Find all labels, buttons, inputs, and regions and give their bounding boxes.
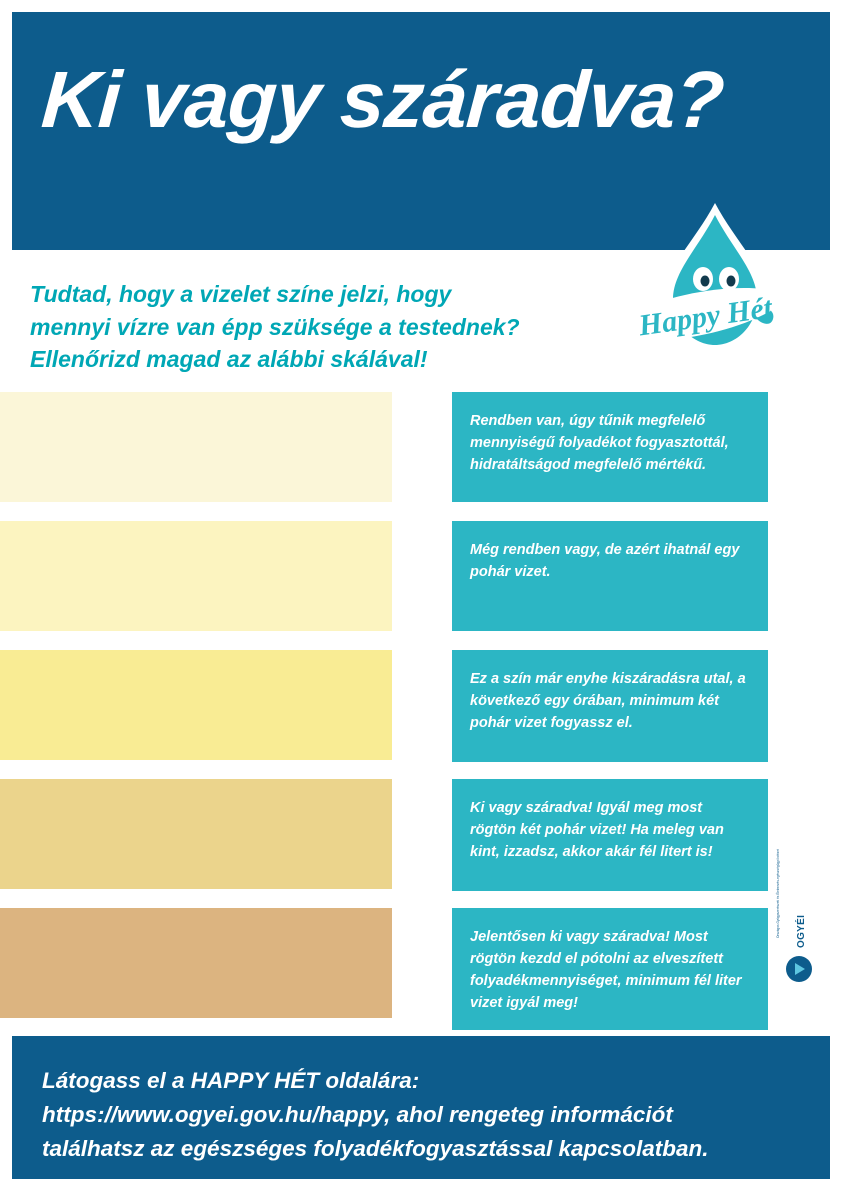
page-title: Ki vagy száradva?	[38, 55, 727, 144]
intro-text	[30, 278, 630, 376]
happy-het-mascot	[620, 195, 820, 380]
scale-description-1: Rendben van, úgy tűnik megfelelő mennyiségű folyadékot fogyasztottál, hidratáltságod megfelelő mértékű.	[452, 392, 768, 502]
footer-url-line[interactable]: https://www.ogyei.gov.hu/happy, ahol rengeteg információt	[42, 1101, 673, 1127]
color-swatch-5	[0, 908, 440, 1018]
ogyei-logo	[776, 849, 826, 1004]
scale-row	[0, 650, 842, 772]
color-swatch-4	[0, 779, 440, 889]
ogyei-play-mark-icon	[786, 956, 812, 982]
scale-row	[0, 392, 842, 514]
ogyei-logo-subtitle: Országos Gyógyszerészeti és Élelmezés-egészségügyi Intézet	[776, 849, 780, 938]
color-swatch-3	[0, 650, 440, 760]
scale-description-5: Jelentősen ki vagy száradva! Most rögtön kezdd el pótolni az elveszített folyadékmennyiséget, minimum fél liter vizet igyál meg!	[452, 908, 768, 1030]
svg-text:Happy Hét: Happy Hét	[636, 291, 775, 343]
color-swatch-2	[0, 521, 440, 631]
scale-description-3: Ez a szín már enyhe kiszáradásra utal, a következő egy órában, minimum két pohár vizet fogyassz el.	[452, 650, 768, 762]
color-swatch-1	[0, 392, 440, 502]
scale-description-4: Ki vagy száradva! Igyál meg most rögtön két pohár vizet! Ha meleg van kint, izzadsz, akkor akár fél litert is!	[452, 779, 768, 891]
scale-row	[0, 908, 842, 1030]
intro-line-2: mennyi vízre van épp szüksége a testednek?	[30, 313, 520, 340]
footer-line-3: találhatsz az egészséges folyadékfogyasztással kapcsolatban.	[42, 1135, 709, 1161]
intro-line-1: Tudtad, hogy a vizelet színe jelzi, hogy	[30, 281, 452, 307]
ogyei-logo-name: OGYÉI	[796, 914, 807, 948]
scale-row	[0, 521, 842, 643]
footer-line-1: Látogass el a HAPPY HÉT oldalára:	[42, 1068, 420, 1093]
intro-line-3: Ellenőrizd magad az alábbi skálával!	[30, 346, 428, 373]
scale-row	[0, 779, 842, 901]
hydration-scale	[0, 392, 842, 1037]
footer-band	[12, 1036, 830, 1179]
scale-description-2: Még rendben vagy, de azért ihatnál egy pohár vizet.	[452, 521, 768, 631]
footer-text	[42, 1064, 812, 1165]
